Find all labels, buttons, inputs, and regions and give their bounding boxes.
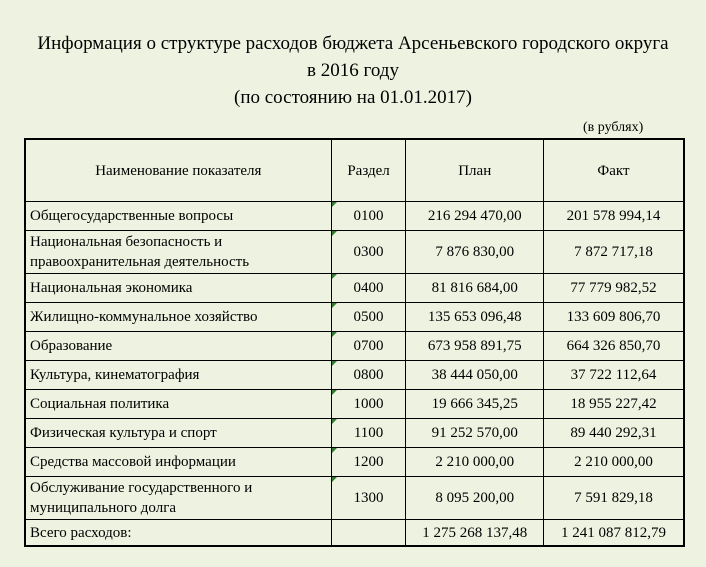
header-section: Раздел	[331, 139, 406, 202]
row-fact: 37 722 112,64	[543, 361, 684, 390]
table-row	[25, 477, 684, 520]
row-plan: 19 666 345,25	[406, 390, 544, 419]
row-name: Национальная безопасность и правоохранительная деятельность	[25, 231, 331, 274]
row-section: 0700	[331, 332, 406, 361]
row-fact: 201 578 994,14	[543, 202, 684, 231]
total-row	[25, 520, 684, 547]
header-fact: Факт	[543, 139, 684, 202]
header-row	[25, 139, 684, 202]
table-row	[25, 390, 684, 419]
row-fact: 133 609 806,70	[543, 303, 684, 332]
row-section: 0400	[331, 274, 406, 303]
row-plan: 673 958 891,75	[406, 332, 544, 361]
row-section: 0500	[331, 303, 406, 332]
row-name: Физическая культура и спорт	[25, 419, 331, 448]
row-name: Жилищно-коммунальное хозяйство	[25, 303, 331, 332]
budget-table	[24, 138, 685, 547]
unit-note: (в рублях)	[583, 120, 644, 135]
row-fact: 664 326 850,70	[543, 332, 684, 361]
row-section: 0300	[331, 231, 406, 274]
row-fact: 7 872 717,18	[543, 231, 684, 274]
row-section: 1200	[331, 448, 406, 477]
table-row	[25, 332, 684, 361]
title-line-1: Информация о структуре расходов бюджета Арсеньевского городского округа	[37, 33, 669, 54]
table-row	[25, 419, 684, 448]
total-label: Всего расходов:	[25, 520, 331, 547]
row-fact: 77 779 982,52	[543, 274, 684, 303]
row-section: 0800	[331, 361, 406, 390]
row-plan: 91 252 570,00	[406, 419, 544, 448]
total-plan: 1 275 268 137,48	[406, 520, 544, 547]
page-title	[0, 30, 706, 111]
table-row	[25, 361, 684, 390]
row-fact: 7 591 829,18	[543, 477, 684, 520]
row-plan: 135 653 096,48	[406, 303, 544, 332]
total-section	[331, 520, 406, 547]
row-plan: 216 294 470,00	[406, 202, 544, 231]
row-name: Обслуживание государственного и муниципального долга	[25, 477, 331, 520]
header-name: Наименование показателя	[25, 139, 331, 202]
row-section: 1000	[331, 390, 406, 419]
row-fact: 89 440 292,31	[543, 419, 684, 448]
row-name: Общегосударственные вопросы	[25, 202, 331, 231]
row-name: Образование	[25, 332, 331, 361]
total-fact: 1 241 087 812,79	[543, 520, 684, 547]
header-plan: План	[406, 139, 544, 202]
row-section: 1100	[331, 419, 406, 448]
row-plan: 7 876 830,00	[406, 231, 544, 274]
row-section: 1300	[331, 477, 406, 520]
table-row	[25, 231, 684, 274]
table-row	[25, 303, 684, 332]
title-line-2: в 2016 году	[307, 60, 399, 81]
row-name: Культура, кинематография	[25, 361, 331, 390]
row-plan: 38 444 050,00	[406, 361, 544, 390]
row-name: Социальная политика	[25, 390, 331, 419]
row-section: 0100	[331, 202, 406, 231]
row-plan: 8 095 200,00	[406, 477, 544, 520]
row-name: Средства массовой информации	[25, 448, 331, 477]
row-fact: 2 210 000,00	[543, 448, 684, 477]
row-plan: 81 816 684,00	[406, 274, 544, 303]
title-line-3: (по состоянию на 01.01.2017)	[234, 87, 472, 108]
table-row	[25, 274, 684, 303]
table-row	[25, 448, 684, 477]
table-row	[25, 202, 684, 231]
row-fact: 18 955 227,42	[543, 390, 684, 419]
row-plan: 2 210 000,00	[406, 448, 544, 477]
row-name: Национальная экономика	[25, 274, 331, 303]
